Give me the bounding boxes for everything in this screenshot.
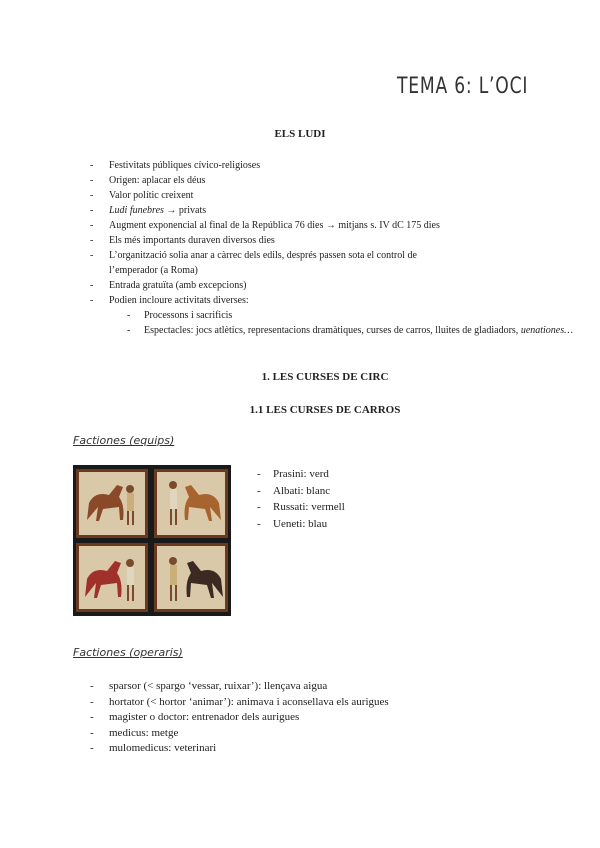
section-heading-curses-circ: 1. LES CURSES DE CIRC: [261, 371, 389, 383]
mosaic-svg: [73, 465, 231, 616]
factiones-operaris-list: [90, 679, 389, 757]
list-item: - medicus: metge: [90, 726, 179, 739]
mosaic-panel-4: [154, 543, 228, 612]
factiones-equips-label: Factiones (equips): [73, 434, 175, 447]
list-item: - sparsor (< spargo ‘vessar, ruixar’): llençava aigua: [90, 680, 328, 692]
list-item: - Prasini: verd: [257, 468, 329, 480]
charioteers-mosaic-image: [73, 465, 231, 616]
list-item: - magister o doctor: entrenador dels aurigues: [90, 711, 300, 723]
section-heading-curses-carros: 1.1 LES CURSES DE CARROS: [249, 404, 401, 416]
list-item: - Processons i sacrificis: [127, 310, 233, 321]
list-item: - Festivitats públiques cívico-religioses: [90, 160, 261, 171]
list-item: - Ueneti: blau: [257, 517, 328, 530]
factiones-equips-list: [257, 466, 345, 532]
list-item: - Augment exponencial al final de la República 76 dies → mitjans s. IV dC 175 dies: [90, 220, 440, 231]
list-item: - Valor polític creixent: [90, 190, 194, 201]
mosaic-panel-2: [154, 469, 228, 538]
list-item: - Russati: vermell: [257, 501, 345, 513]
factiones-operaris-label: Factiones (operaris): [73, 646, 183, 659]
ludi-list: [90, 158, 573, 338]
mosaic-panel-1: [76, 469, 148, 538]
mosaic-panel-3: [76, 543, 148, 612]
list-item: - Espectacles: jocs atlètics, representacions dramàtiques, curses de carros, lluites de gladiadors, uenationes…: [127, 325, 574, 336]
list-item: - Albati: blanc: [257, 484, 331, 497]
list-item: - Els més importants duraven diversos dies: [90, 235, 275, 246]
page-title: TEMA 6: L’OCI: [396, 74, 528, 99]
list-item: - Entrada gratuïta (amb excepcions): [90, 280, 247, 291]
activities-sublist: [127, 308, 573, 338]
section-title-ludi: ELS LUDI: [274, 128, 326, 140]
list-item: - L’organització solia anar a càrrec dels edils, després passen sota el control de l’emperador (a Roma): [90, 250, 417, 276]
list-item: - hortator (< hortor ‘animar’): animava i aconsellava els aurigues: [90, 695, 389, 708]
list-item: - Ludi funebres → privats: [90, 205, 207, 216]
list-item: - Origen: aplacar els déus: [90, 175, 206, 186]
list-item: - Podien incloure activitats diverses: - Processons i sacrificis - Espectacles: jocs atlètics, representacions dramàtiques, curses de carros, lluites de gladiadors, uenationes…: [90, 295, 574, 336]
list-item: - mulomedicus: veterinari: [90, 742, 217, 754]
